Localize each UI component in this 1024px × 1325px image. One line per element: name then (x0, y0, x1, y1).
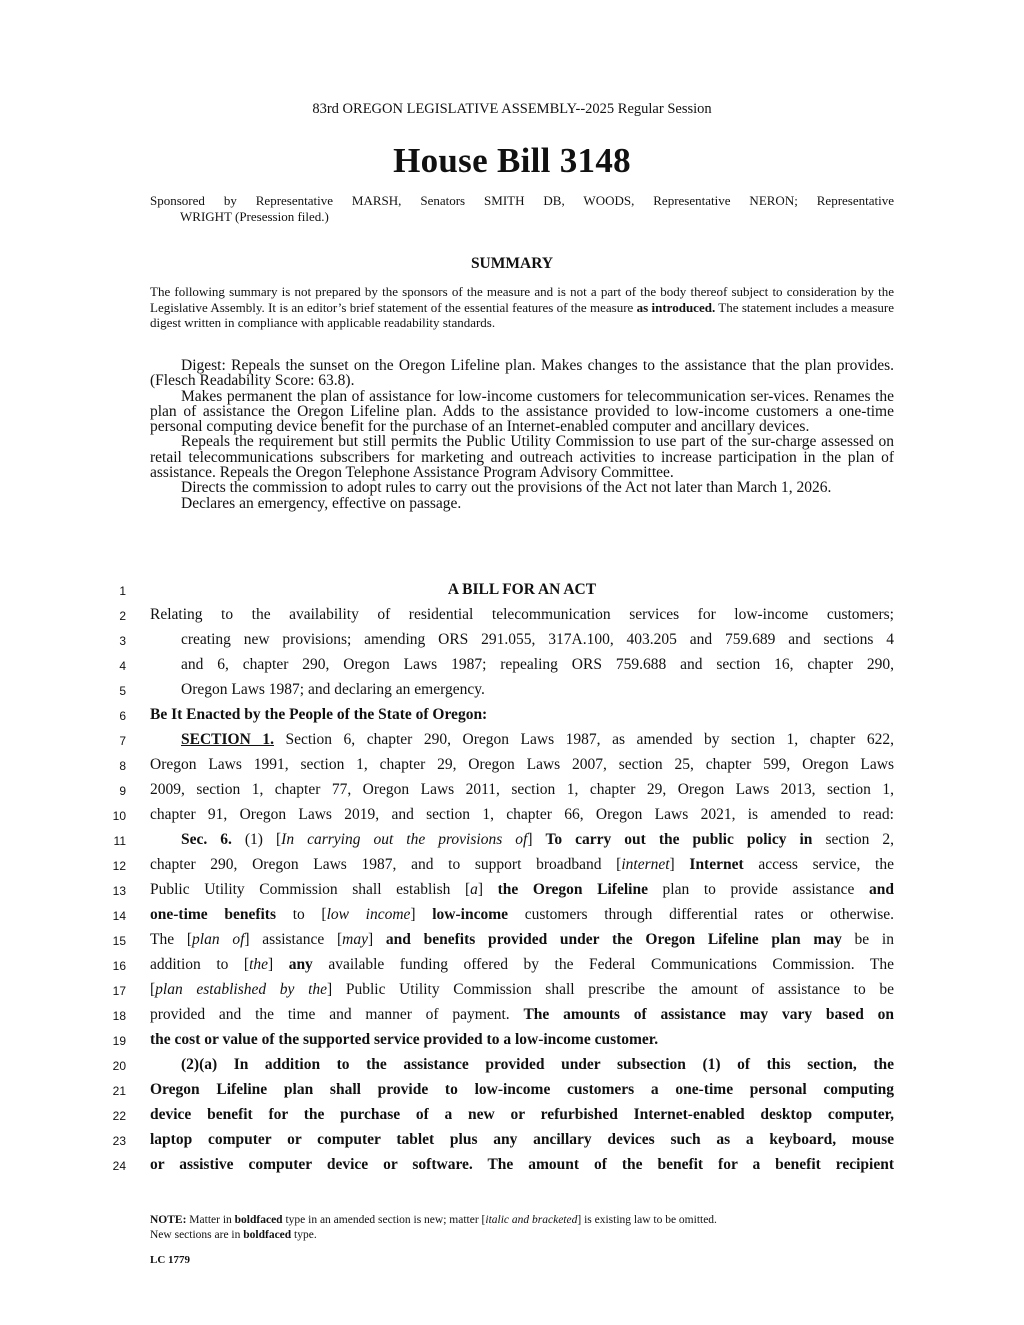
line-number: 21 (112, 1084, 126, 1098)
bill-line: Oregon Laws 1987; and declaring an emergency. (181, 681, 485, 698)
seg: ] Public Utility Commission shall prescribe the amount of assistance to be (327, 981, 894, 998)
sec-label: Sec. 6. (181, 831, 232, 848)
line-number: 5 (119, 684, 126, 698)
seg: [ (150, 981, 156, 998)
bill-line: or assistive computer device or software. The amount of the benefit for a benefit recipient (150, 1156, 894, 1173)
seg: ] assistance [ (244, 931, 343, 948)
seg: customers through differential rates or otherwise. (508, 906, 894, 923)
bill-line (150, 956, 894, 974)
seg: to [ (276, 906, 327, 923)
line-number: 6 (119, 709, 126, 723)
deleted-text: internet (621, 856, 670, 873)
bill-line (150, 981, 894, 999)
deleted-text: the (249, 956, 268, 973)
seg: Public Utility Commission shall establish [ (150, 881, 471, 898)
line-number: 3 (119, 634, 126, 648)
seg: (1) [ (231, 831, 282, 848)
line-number: 15 (112, 934, 126, 948)
line-number: 10 (112, 809, 126, 823)
bill-line (150, 881, 894, 899)
new-text: and (869, 881, 894, 898)
line-number: 16 (112, 959, 126, 973)
seg: Matter in (186, 1214, 235, 1226)
line-number: 7 (119, 734, 126, 748)
deleted-text: a (470, 881, 478, 898)
summary-intro-text-2: The statement includes a measure digest written in compliance with applicable readability standards. (150, 299, 895, 331)
sponsors-line-1: Sponsored by Representative MARSH, Senators SMITH DB, WOODS, Representative NERON; Representative (150, 193, 894, 208)
summary-intro-text: The following summary is not prepared by the sponsors of the measure and is not a part of the body thereof subject to consideration by the Legislative Assembly. It is an editor’s brief statement of the essential features of the measure (150, 284, 894, 315)
bill-line (150, 1006, 894, 1024)
bill-line: Oregon Laws 1991, section 1, chapter 29, Oregon Laws 2007, section 25, chapter 599, Oregon Laws (150, 756, 894, 773)
bill-line: and 6, chapter 290, Oregon Laws 1987; repealing ORS 759.688 and section 16, chapter 290, (181, 656, 894, 673)
seg: ] (527, 831, 546, 848)
note-label: NOTE: (150, 1214, 187, 1226)
new-text: any (288, 956, 313, 973)
line-number: 23 (112, 1134, 126, 1148)
line-number: 12 (112, 859, 126, 873)
sponsors (150, 193, 894, 224)
bill-line: (2)(a) In addition to the assistance provided under subsection (1) of this section, the (181, 1056, 894, 1073)
seg: ] (477, 881, 498, 898)
digest-paragraph: Digest: Repeals the sunset on the Oregon Lifeline plan. Makes changes to the assistance that the plan provides. (Flesch Readability Score: 63.8). (150, 357, 894, 390)
section-label: SECTION 1. (181, 731, 274, 748)
bill-line: chapter 91, Oregon Laws 2019, and section 1, chapter 66, Oregon Laws 2021, is amended to read: (150, 806, 894, 823)
line-number: 18 (112, 1009, 126, 1023)
bill-heading: A BILL FOR AN ACT (447, 581, 597, 598)
summary-intro (150, 284, 894, 331)
new-text: Internet (689, 856, 744, 873)
line-number: 14 (112, 909, 126, 923)
bill-line (150, 931, 894, 949)
footer-note (150, 1213, 894, 1243)
bill-line (181, 831, 894, 849)
summary-heading: SUMMARY (470, 255, 554, 272)
line-number: 13 (112, 884, 126, 898)
deleted-text: plan of (192, 931, 245, 948)
bill-line: the cost or value of the supported service provided to a low-income customer. (150, 1031, 659, 1048)
digest-paragraph: Directs the commission to adopt rules to carry out the provisions of the Act not later than March 1, 2026. (181, 479, 832, 497)
bill-line: device benefit for the purchase of a new or refurbished Internet-enabled desktop computer, (150, 1106, 894, 1123)
new-text: low-income (432, 906, 509, 923)
line-number: 1 (119, 584, 126, 598)
new-text: the Oregon Lifeline (497, 881, 648, 898)
bill-line: creating new provisions; amending ORS 291.055, 317A.100, 403.205 and 759.689 and sections 4 (181, 631, 894, 648)
line-number: 2 (119, 609, 126, 623)
bill-line (181, 731, 894, 749)
new-text: one-time benefits (150, 906, 277, 923)
new-text: The amounts of assistance may vary based on (523, 1006, 894, 1023)
seg: ] (410, 906, 433, 923)
line-number: 8 (119, 759, 126, 773)
seg-bold: boldfaced (234, 1214, 283, 1226)
line-number: 19 (112, 1034, 126, 1048)
seg-bold: boldfaced (243, 1229, 292, 1241)
seg-italic: italic and bracketed (485, 1214, 578, 1226)
seg: ] (669, 856, 690, 873)
new-text: To carry out the public policy in (545, 831, 813, 848)
bill-line: 2009, section 1, chapter 77, Oregon Laws 2011, section 1, chapter 29, Oregon Laws 2013, section 1, (150, 781, 894, 798)
digest (150, 358, 894, 511)
line-number: 20 (112, 1059, 126, 1073)
deleted-text: plan established by the (155, 981, 328, 998)
bill-title: House Bill 3148 (393, 141, 631, 180)
bill-line (150, 906, 894, 924)
seg: type. (291, 1229, 317, 1241)
deleted-text: In carrying out the provisions of (281, 831, 528, 848)
seg: type in an amended section is new; matter [ (282, 1214, 486, 1226)
seg: The [ (150, 931, 193, 948)
digest-paragraph: Makes permanent the plan of assistance for low-income customers for telecommunication ser-vices. Renames the plan of assistance the Oregon Lifeline plan. Adds to the assistance provided to low-income customers a one-time personal computing device benefit for the purchase of an Internet-enabled computer and ancillary devices. (150, 387, 894, 436)
seg: section 2, (812, 831, 894, 848)
seg: addition to [ (150, 956, 250, 973)
seg: plan to provide assistance (647, 881, 869, 898)
enacting-clause: Be It Enacted by the People of the State of Oregon: (150, 706, 488, 723)
line-number: 24 (112, 1159, 126, 1173)
new-text: and benefits provided under the Oregon Lifeline plan may (385, 931, 842, 948)
line-number: 17 (112, 984, 126, 998)
digest-paragraph: Repeals the requirement but still permits the Public Utility Commission to use part of the sur-charge assessed on retail telecommunications subscribers for marketing and outreach activities to increase participation in the plan of assistance. Repeals the Oregon Telephone Assistance Program Advisory Committee. (150, 433, 894, 482)
seg: New sections are in (150, 1229, 244, 1241)
line-number: 4 (119, 659, 126, 673)
deleted-text: low income (326, 906, 411, 923)
sponsors-line-2: WRIGHT (Presession filed.) (180, 208, 329, 224)
seg: chapter 290, Oregon Laws 1987, and to support broadband [ (150, 856, 622, 873)
seg: be in (841, 931, 894, 948)
bill-line-text: Section 6, chapter 290, Oregon Laws 1987, as amended by section 1, chapter 622, (273, 731, 894, 748)
line-number: 11 (113, 834, 126, 848)
seg: provided and the time and manner of payment. (150, 1006, 524, 1023)
bill-line: Oregon Lifeline plan shall provide to low-income customers a one-time personal computing (150, 1081, 894, 1098)
bill-line: Relating to the availability of residential telecommunication services for low-income customers; (150, 606, 894, 623)
bill-line (150, 856, 894, 874)
seg: ] (268, 956, 289, 973)
session-header: 83rd OREGON LEGISLATIVE ASSEMBLY--2025 Regular Session (312, 101, 712, 117)
bill-line: laptop computer or computer tablet plus any ancillary devices such as a keyboard, mouse (150, 1131, 894, 1148)
lc-number: LC 1779 (150, 1254, 191, 1266)
summary-intro-bold: as introduced. (636, 299, 716, 315)
digest-paragraph: Declares an emergency, effective on passage. (181, 494, 462, 512)
seg: ] (368, 931, 386, 948)
deleted-text: may (342, 931, 368, 948)
seg: ] is existing law to be omitted. (577, 1214, 717, 1226)
seg: access service, the (743, 856, 894, 873)
seg: available funding offered by the Federal Communications Commission. The (312, 956, 894, 973)
line-number: 22 (112, 1109, 126, 1123)
line-number: 9 (119, 784, 126, 798)
